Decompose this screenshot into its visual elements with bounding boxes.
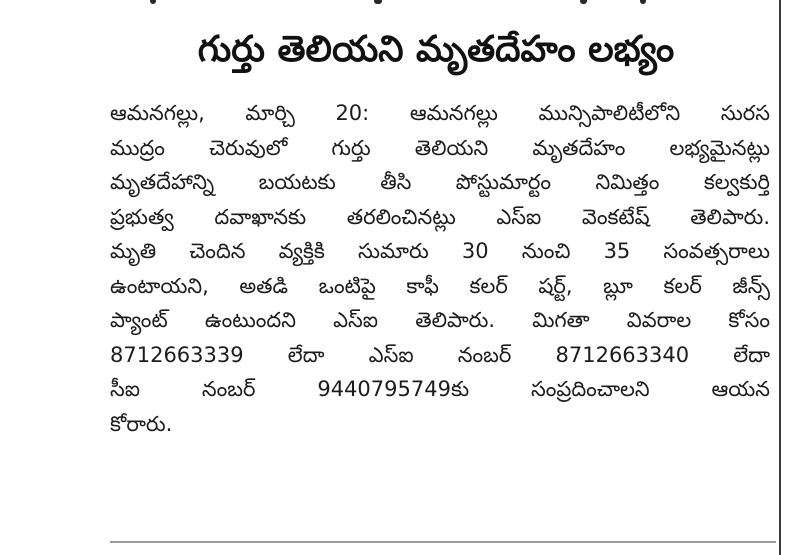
- article-line: ఆమనగల్లు, మార్చి 20: ఆమనగల్లు మున్సిపాలిటీలోని సురస: [110, 101, 770, 125]
- article-line: ముద్రం చెరువులో గుర్తు తెలియని మృతదేహం లభ్యమైనట్లు: [110, 135, 770, 160]
- article-line: ప్రభుత్వ దవాఖానకు తరలించినట్లు ఎస్ఐ వెంకటేష్ తెలిపారు.: [110, 204, 770, 229]
- article-line: ఉంటాయని, అతడి ఒంటిపై కాఫీ కలర్ షర్ట్, బ్లూ కలర్ జీన్స్: [110, 273, 770, 298]
- article-line: 8712663339 లేదా ఎస్ఐ నంబర్ 8712663340 లేదా: [110, 342, 770, 367]
- article-line: కోరారు.: [110, 411, 173, 436]
- headline: గుర్తు తెలియని మృతదేహం లభ్యం: [197, 29, 675, 70]
- article-body: [110, 96, 770, 441]
- article-line: ప్యాంట్ ఉంటుందని ఎస్ఐ తెలిపారు. మిగతా వివరాల కోసం: [110, 308, 770, 332]
- article-line: సీఐ నంబర్ 9440795749కు సంప్రదించాలని ఆయన: [110, 377, 770, 401]
- article-line: మృతి చెందిన వ్యక్తికి సుమారు 30 నుంచి 35 సంవత్సరాలు: [110, 239, 770, 263]
- cropped-previous-text: [0, 0, 800, 14]
- column-divider: [779, 0, 781, 555]
- article-line: మృతదేహాన్ని బయటకు తీసి పోస్టుమార్టం నిమిత్తం కల్వకుర్తి: [110, 170, 770, 194]
- bottom-divider: [110, 541, 776, 543]
